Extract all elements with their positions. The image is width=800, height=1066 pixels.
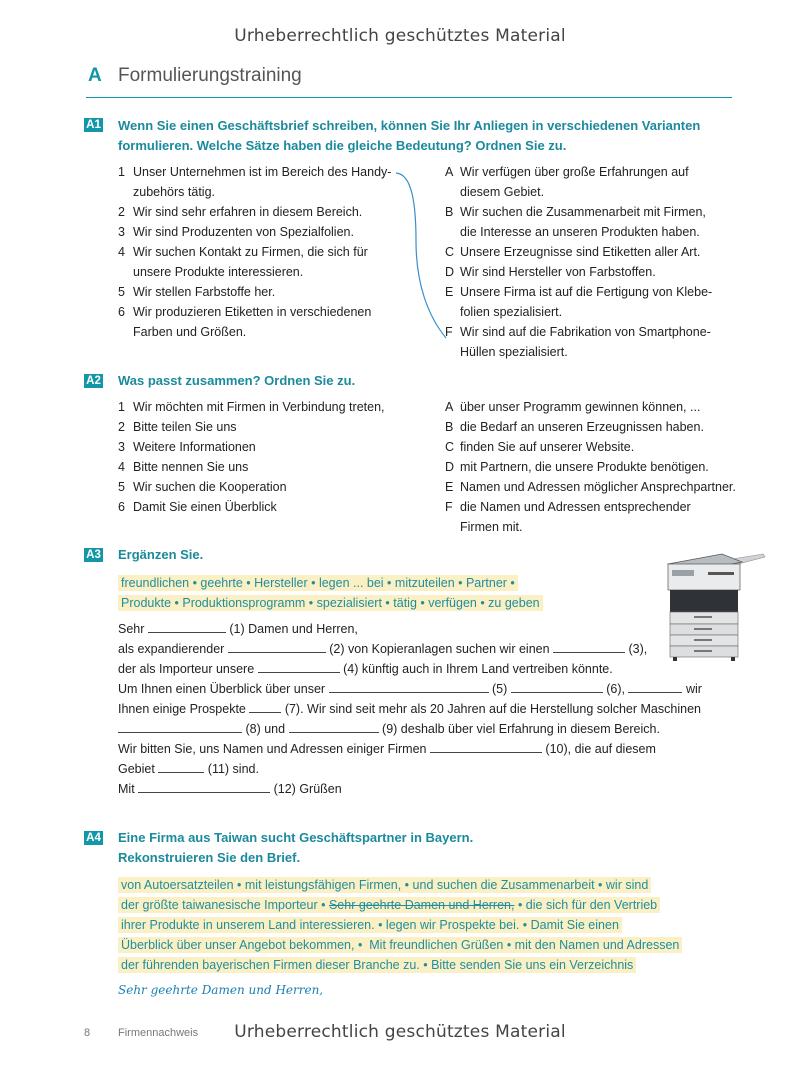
blank-field[interactable] (118, 720, 242, 733)
match-item (445, 497, 736, 517)
a2-instruction: Was passt zusammen? Ordnen Sie zu. (118, 373, 356, 388)
item-text: die Bedarf an unseren Erzeugnissen haben. (460, 420, 704, 434)
phrase: Überblick über unser Angebot bekommen, • Mit freundlichen Grüßen • mit den Namen und Adressen (121, 938, 680, 952)
item-label: 1 (118, 400, 125, 414)
item-label: 1 (118, 165, 125, 179)
item-text: Wir suchen Kontakt zu Firmen, die sich für (133, 245, 368, 259)
letter-text: (2) von Kopieranlagen suchen wir einen (325, 642, 554, 656)
a4-wordbox-line (118, 877, 651, 893)
item-label: A (445, 165, 454, 179)
blank-field[interactable] (289, 720, 379, 733)
a3-wordbox-line: freundlichen • geehrte • Hersteller • legen ... bei • mitzuteilen • Partner • (118, 575, 518, 591)
item-text: unsere Produkte interessieren. (133, 265, 304, 279)
letter-text: (8) und (242, 722, 289, 736)
item-text: Wir verfügen über große Erfahrungen auf (460, 165, 689, 179)
page-number: 8 (84, 1027, 91, 1039)
item-text: Wir möchten mit Firmen in Verbindung treten, (133, 400, 385, 414)
blank-field[interactable] (158, 760, 204, 773)
letter-text: (4) künftig auch in Ihrem Land vertreiben könnte. (339, 662, 613, 676)
phrase: • die sich für den Vertrieb (514, 898, 658, 912)
section-letter: A (88, 65, 102, 86)
match-item (118, 322, 391, 342)
letter-text: (10), die auf diesem (541, 742, 656, 756)
letter-line (118, 619, 702, 639)
letter-text: Um Ihnen einen Überblick über unser (118, 682, 329, 696)
item-text: Wir stellen Farbstoffe her. (133, 285, 276, 299)
letter-text: (11) sind. (204, 762, 259, 776)
blank-field[interactable] (511, 680, 603, 693)
match-item (445, 182, 712, 202)
match-item (445, 477, 736, 497)
match-item (445, 282, 712, 302)
a2-right-list (445, 397, 736, 537)
blank-field[interactable] (258, 660, 340, 673)
footer-label: Firmennachweis (118, 1027, 199, 1039)
item-label: 4 (118, 245, 125, 259)
phrase: von Autoersatzteilen • mit leistungsfähigen Firmen, • und suchen die Zusammenarbeit • wir sind (121, 878, 649, 892)
task-badge-a3: A3 (84, 548, 103, 562)
letter-text: (12) Grüßen (270, 782, 342, 796)
item-label: 2 (118, 205, 125, 219)
phrase: der führenden bayerischen Firmen dieser Branche zu. • Bitte senden Sie uns ein Verzeichnis (121, 958, 634, 972)
watermark-top: Urheberrechtlich geschütztes Material (234, 26, 566, 46)
blank-field[interactable] (553, 640, 625, 653)
match-item (118, 302, 391, 322)
match-item (118, 497, 385, 517)
item-text: über unser Programm gewinnen können, ... (460, 400, 701, 414)
item-text: Farben und Größen. (133, 325, 247, 339)
match-item (445, 242, 712, 262)
phrase: ihrer Produkte in unserem Land interessieren. • legen wir Prospekte bei. • Damit Sie einen (121, 918, 619, 932)
item-text: Unsere Firma ist auf die Fertigung von Klebe- (460, 285, 713, 299)
a3-instruction: Ergänzen Sie. (118, 547, 204, 562)
letter-text: (9) deshalb über viel Erfahrung in diesem Bereich. (378, 722, 660, 736)
a1-match-line (390, 166, 460, 366)
blank-field[interactable] (430, 740, 542, 753)
item-label: 2 (118, 420, 125, 434)
item-text: die Interesse an unseren Produkten haben. (460, 225, 700, 239)
item-text: Wir sind sehr erfahren in diesem Bereich. (133, 205, 363, 219)
item-text: die Namen und Adressen entsprechender (460, 500, 691, 514)
item-text: mit Partnern, die unsere Produkte benötigen. (460, 460, 709, 474)
match-item (445, 302, 712, 322)
item-label: B (445, 205, 454, 219)
task-badge-a1: A1 (84, 118, 103, 132)
item-text: Unser Unternehmen ist im Bereich des Handy- (133, 165, 392, 179)
letter-text: Gebiet (118, 762, 159, 776)
letter-text: Sehr (118, 622, 148, 636)
match-item (118, 202, 391, 222)
blank-field[interactable] (628, 680, 682, 693)
match-item (118, 457, 385, 477)
match-item (118, 162, 391, 182)
match-item (118, 182, 391, 202)
item-text: Hüllen spezialisiert. (460, 345, 568, 359)
item-label: C (445, 245, 455, 259)
item-text: diesem Gebiet. (460, 185, 545, 199)
item-label: 3 (118, 440, 125, 454)
match-item (445, 517, 736, 537)
a4-wordbox-line (118, 897, 660, 913)
item-text: Wir sind auf die Fabrikation von Smartphone- (460, 325, 711, 339)
letter-line (118, 779, 702, 799)
match-item (445, 262, 712, 282)
item-text: Bitte nennen Sie uns (133, 460, 249, 474)
match-item (118, 262, 391, 282)
item-text: Wir sind Produzenten von Spezialfolien. (133, 225, 354, 239)
item-text: finden Sie auf unserer Website. (460, 440, 635, 454)
match-item (445, 397, 736, 417)
a4-wordbox-line (118, 937, 682, 953)
blank-field[interactable] (148, 620, 226, 633)
match-item (118, 397, 385, 417)
match-item (118, 282, 391, 302)
letter-text: (5) (488, 682, 511, 696)
a1-instruction-line: formulieren. Welche Sätze haben die gleiche Bedeutung? Ordnen Sie zu. (118, 138, 567, 153)
letter-text: (7). Wir sind seit mehr als 20 Jahren auf die Herstellung solcher Maschinen (281, 702, 701, 716)
item-label: E (445, 480, 454, 494)
letter-text: (3), (625, 642, 648, 656)
section-title: Formulierungstraining (118, 65, 302, 86)
blank-field[interactable] (329, 680, 489, 693)
item-label: D (445, 265, 455, 279)
item-label: 6 (118, 500, 125, 514)
blank-field[interactable] (228, 640, 326, 653)
a3-wordbox (118, 573, 543, 613)
item-label: 5 (118, 285, 125, 299)
a4-instruction-line: Rekonstruieren Sie den Brief. (118, 850, 301, 865)
task-badge-a2: A2 (84, 374, 103, 388)
item-label: E (445, 285, 454, 299)
letter-text: der als Importeur unsere (118, 662, 258, 676)
item-text: Wir suchen die Zusammenarbeit mit Firmen, (460, 205, 706, 219)
match-item (118, 222, 391, 242)
a2-left-list (118, 397, 385, 517)
letter-line (118, 659, 702, 679)
item-label: C (445, 440, 455, 454)
letter-text: Ihnen einige Prospekte (118, 702, 250, 716)
letter-line (118, 679, 702, 699)
item-label: B (445, 420, 454, 434)
item-text: Bitte teilen Sie uns (133, 420, 237, 434)
match-item (118, 477, 385, 497)
a4-wordbox (118, 875, 682, 975)
item-label: A (445, 400, 454, 414)
match-item (118, 417, 385, 437)
match-item (445, 222, 712, 242)
match-item (445, 322, 712, 342)
letter-line (118, 739, 702, 759)
match-item (445, 202, 712, 222)
match-item (445, 162, 712, 182)
match-item (118, 242, 391, 262)
copier-image (664, 548, 766, 666)
a4-wordbox-line (118, 917, 622, 933)
item-text: Wir suchen die Kooperation (133, 480, 287, 494)
a3-wordbox-line: Produkte • Produktionsprogramm • spezialisiert • tätig • verfügen • zu geben (118, 595, 543, 611)
phrase: der größte taiwanesische Importeur • (121, 898, 329, 912)
item-text: Namen und Adressen möglicher Ansprechpartner. (460, 480, 736, 494)
letter-line (118, 719, 702, 739)
letter-text: als expandierender (118, 642, 228, 656)
item-text: zubehörs tätig. (133, 185, 215, 199)
match-item (445, 342, 712, 362)
item-label: F (445, 500, 453, 514)
section-rule (86, 97, 732, 98)
a4-wordbox-line (118, 957, 636, 973)
task-badge-a4: A4 (84, 831, 103, 845)
a1-instruction-line: Wenn Sie einen Geschäftsbrief schreiben, können Sie Ihr Anliegen in verschiedenen Varianten (118, 118, 701, 133)
item-label: 4 (118, 460, 125, 474)
item-label: F (445, 325, 453, 339)
item-label: 5 (118, 480, 125, 494)
item-text: Unsere Erzeugnisse sind Etiketten aller Art. (460, 245, 701, 259)
match-item (445, 457, 736, 477)
watermark-bottom: Urheberrechtlich geschütztes Material (234, 1022, 566, 1042)
letter-text: Wir bitten Sie, uns Namen und Adressen einiger Firmen (118, 742, 430, 756)
a4-instruction (118, 828, 473, 868)
blank-field[interactable] (138, 780, 270, 793)
item-text: Firmen mit. (460, 520, 523, 534)
a1-left-list (118, 162, 391, 342)
match-item (445, 417, 736, 437)
letter-text: wir (682, 682, 702, 696)
item-label: D (445, 460, 455, 474)
item-label: 3 (118, 225, 125, 239)
a1-right-list (445, 162, 712, 362)
match-item (118, 437, 385, 457)
a3-letter-text (118, 619, 702, 799)
item-text: Wir produzieren Etiketten in verschiedenen (133, 305, 372, 319)
item-text: Wir sind Hersteller von Farbstoffen. (460, 265, 656, 279)
a4-instruction-line: Eine Firma aus Taiwan sucht Geschäftspartner in Bayern. (118, 830, 474, 845)
letter-text: Mit (118, 782, 139, 796)
struck-phrase: Sehr geehrte Damen und Herren, (328, 898, 515, 912)
item-text: Weitere Informationen (133, 440, 256, 454)
a1-instruction (118, 116, 700, 156)
letter-line (118, 699, 702, 719)
letter-line (118, 639, 702, 659)
letter-text: (1) Damen und Herren, (225, 622, 358, 636)
match-item (445, 437, 736, 457)
item-text: Damit Sie einen Überblick (133, 500, 277, 514)
a4-handwritten-salutation: Sehr geehrte Damen und Herren, (118, 983, 324, 997)
item-label: 6 (118, 305, 125, 319)
blank-field[interactable] (249, 700, 281, 713)
letter-text: (6), (602, 682, 629, 696)
item-text: folien spezialisiert. (460, 305, 563, 319)
letter-line (118, 759, 702, 779)
